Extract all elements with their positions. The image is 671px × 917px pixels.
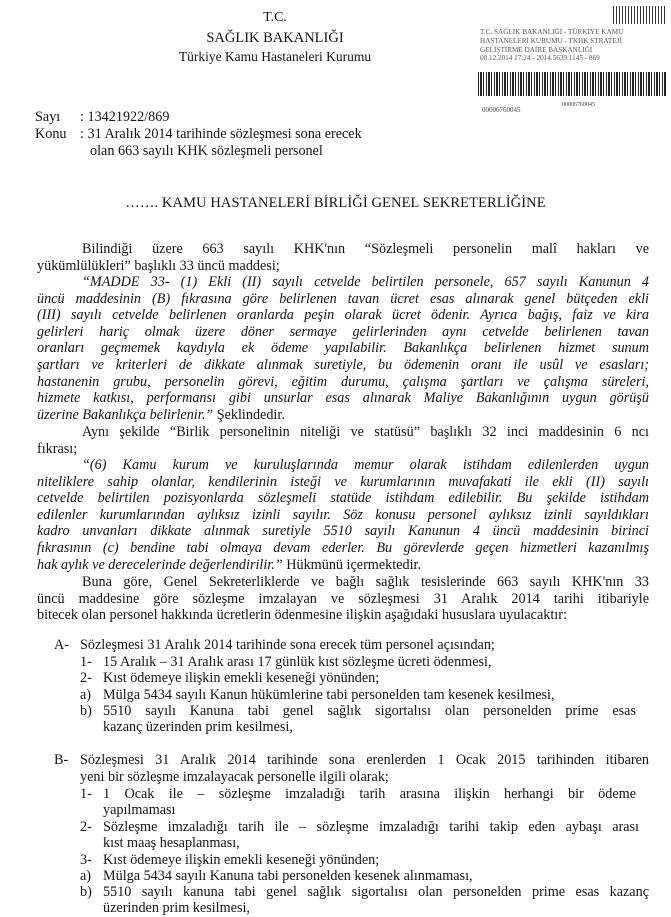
- list-item: 15 Aralık – 31 Aralık arası 17 günlük kıst sözleşme ücreti ödenmesi,: [103, 654, 492, 670]
- quote-line: “MADDE 33- (1) Ekli (II) sayılı cetvelde belirtilen personele, 657 sayılı Kanunun 4: [82, 274, 649, 290]
- list-item: yapılmaması: [103, 802, 176, 818]
- quote-line: oranları geçmemek kaydıyla ek ödeme yapılabilir. Bakanlıkça belirlenen hizmet sunum: [37, 340, 649, 357]
- section-a-title: Sözleşmesi 31 Aralık 2014 tarihinde sona erecek tüm personel açısından;: [80, 637, 495, 653]
- section-b-mark: B-: [54, 752, 69, 768]
- list-mark: 2-: [80, 670, 92, 686]
- quote-line: edilenler kurumlarından aylıksız izinli sayılır. Söz konusu personel aylıksız izinli sayıldıkları: [37, 506, 649, 523]
- list-mark: 1-: [80, 786, 92, 802]
- list-item: Kıst ödemeye ilişkin emekli keseneği yönünden;: [103, 852, 380, 868]
- section-a-mark: A-: [54, 637, 69, 653]
- list-item: Mülga 5434 sayılı Kanuna tabi personelden kesenek alınmaması,: [103, 868, 473, 884]
- stamp-line: HASTANELERİ KURUMU - TKHK STRATEJİ: [480, 36, 622, 45]
- quote-line: kadro unvanları dikkate alınmak suretiyle 5510 sayılı Kanunun 4 üncü maddesinin birinci: [37, 523, 649, 540]
- section-b-title: yeni bir sözleşme imzalayacak personelle ilgili olarak;: [80, 769, 389, 785]
- list-mark: 2-: [80, 819, 92, 835]
- quote-line: “(6) Kamu kurum ve kuruluşlarında memur olarak istihdam edilenlerden uygun: [82, 457, 649, 473]
- quote-line: cetvelde belirtilen pozisyonlarda sözleşmeli statüde istihdam edilebilir. Bu şekilde istihdam: [37, 490, 649, 507]
- konu-label: Konu: [35, 126, 67, 142]
- text-line: fıkrası;: [37, 440, 78, 457]
- quote-article-32: [37, 457, 649, 573]
- list-item: Kıst ödemeye ilişkin emekli keseneği yönünden;: [103, 670, 380, 686]
- barcode-number: 00006760045: [562, 102, 595, 108]
- list-mark: 1-: [80, 654, 92, 670]
- sayi-label: Sayı: [35, 109, 61, 125]
- text-line: üncü maddesine göre sözleşme imzalayan ve sözleşmesi 31 Aralık 2014 tarihi itibariyle: [37, 590, 649, 607]
- text-line: yükümlülükleri” başlıklı 33 üncü maddesi;: [37, 257, 280, 274]
- quote-line: üncü maddesinin (B) fıkrasına göre belirlenen tavan ücret esas alınarak genel bütçeden ekli: [37, 290, 649, 307]
- stamp-line: T.C. SAĞLIK BAKANLIĞI - TÜRKİYE KAMU: [480, 28, 624, 36]
- stamp-line: 08.12.2014 17:24 - 2014.5639.1145 - 869: [480, 54, 600, 63]
- quote-line: hastanenin grubu, personelin görevi, eğitim durumu, çalışma şartları ve çalışma süreleri,: [37, 373, 649, 390]
- paragraph-intro: [37, 241, 649, 274]
- quote-line: şartları ve kriterleri de dikkate alınmak suretiyle, bu ödemenin oranı ile usûl ve esasları;: [37, 356, 649, 373]
- quote-line: (III) sayılı cetvelde belirlenen oranlarda peşin olarak ücret ödenir. Ayrıca bağış, faiz ve kira: [37, 307, 649, 324]
- sayi-value: : 13421922/869: [80, 109, 170, 125]
- document-id: 00006760045: [482, 106, 521, 114]
- list-mark: 3-: [80, 852, 92, 868]
- konu-value: : 31 Aralık 2014 tarihinde sözleşmesi sona erecek: [80, 126, 362, 142]
- quote-line: gelirleri hariç olmak üzere döner sermaye gelirlerinden aynı cetvelde belirlenen tavan: [37, 323, 649, 340]
- text-fragment: Hükmünü içermektedir.: [282, 556, 421, 573]
- quote-line: fıkrasının (c) bendine tabi olmaya devam ederler. Bu görevlerde geçen hizmetleri kazanılmış: [37, 539, 649, 556]
- list-item: 5510 sayılı Kanuna tabi genel sağlık sigortalısı olan personelden prime esas: [103, 703, 636, 719]
- list-mark: a): [80, 868, 92, 884]
- list-item: kazanç üzerinden prim kesilmesi,: [103, 719, 293, 735]
- quote-article-33: [37, 274, 649, 423]
- header-ministry: SAĞLIK BAKANLIĞI: [206, 30, 344, 46]
- list-mark: a): [80, 687, 92, 703]
- quote-line: üzerine Bakanlıkça belirlenir.”: [37, 406, 214, 423]
- text-line: Aynı şekilde “Birlik personelinin niteliği ve statüsü” başlıklı 32 inci maddesinin 6 ncı: [82, 424, 649, 440]
- registry-stamp: [480, 28, 666, 63]
- list-item: kıst maaş hesaplanması,: [103, 835, 240, 851]
- list-item: 5510 sayılı kanuna tabi genel sağlık sigortalısı olan personelden prime esas kazanç: [103, 884, 649, 900]
- text-line: bitecek olan personel hakkında ücretlerin ödenmesine ilişkin aşağıdaki hususlara uyulacaktır:: [37, 607, 567, 624]
- small-barcode-icon: [613, 6, 667, 24]
- paragraph-instructions: [37, 574, 649, 624]
- quote-line: niteliklere sahip olanlar, kendilerinin isteği ve kurumlarının muvafakati ile ekli (II) sayılı: [37, 473, 649, 490]
- text-line: Buna göre, Genel Sekreterliklerde ve bağlı sağlık tesislerinde 663 sayılı KHK'nın 33: [82, 574, 649, 590]
- list-item: üzerinden prim kesilmesi,: [103, 900, 250, 916]
- list-mark: b): [80, 703, 92, 719]
- quote-line: hak aylık ve derecelerinde değerlendirilir.”: [37, 556, 283, 573]
- addressee: ……. KAMU HASTANELERİ BİRLİĞİ GENEL SEKRETERLİĞİNE: [125, 195, 546, 211]
- section-b-title: Sözleşmesi 31 Aralık 2014 tarihinde sona erenlerden 1 Ocak 2015 tarihinden itibaren: [80, 752, 649, 768]
- list-item: Sözleşme imzaladığı tarih ile – sözleşme imzaladığı tarihi takip eden aybaşı arası: [103, 819, 639, 835]
- paragraph-article-32: [37, 424, 649, 457]
- header-institution: Türkiye Kamu Hastaneleri Kurumu: [178, 49, 372, 64]
- header-tc: T.C.: [263, 10, 287, 25]
- list-mark: b): [80, 884, 92, 900]
- list-item: 1 Ocak ile – sözleşme imzaladığı tarih arasına ilişkin herhangi bir ödeme: [103, 786, 636, 802]
- text-fragment: Şeklindedir.: [213, 406, 285, 423]
- konu-value-cont: olan 663 sayılı KHK sözleşmeli personel: [90, 143, 323, 159]
- quote-line: hizmete katkısı, performansı gibi unsurlar esas alınarak Maliye Bakanlığının uygun görüşü: [37, 390, 649, 407]
- text-line: Bilindiği üzere 663 sayılı KHK'nın “Sözleşmeli personelin malî hakları ve: [82, 241, 649, 257]
- barcode-icon: [478, 72, 666, 96]
- stamp-line: GELİŞTİRME DAİRE BAŞKANLIĞI: [480, 45, 593, 54]
- list-item: Mülga 5434 sayılı Kanun hükümlerine tabi personelden tam kesenek kesilmesi,: [103, 687, 555, 703]
